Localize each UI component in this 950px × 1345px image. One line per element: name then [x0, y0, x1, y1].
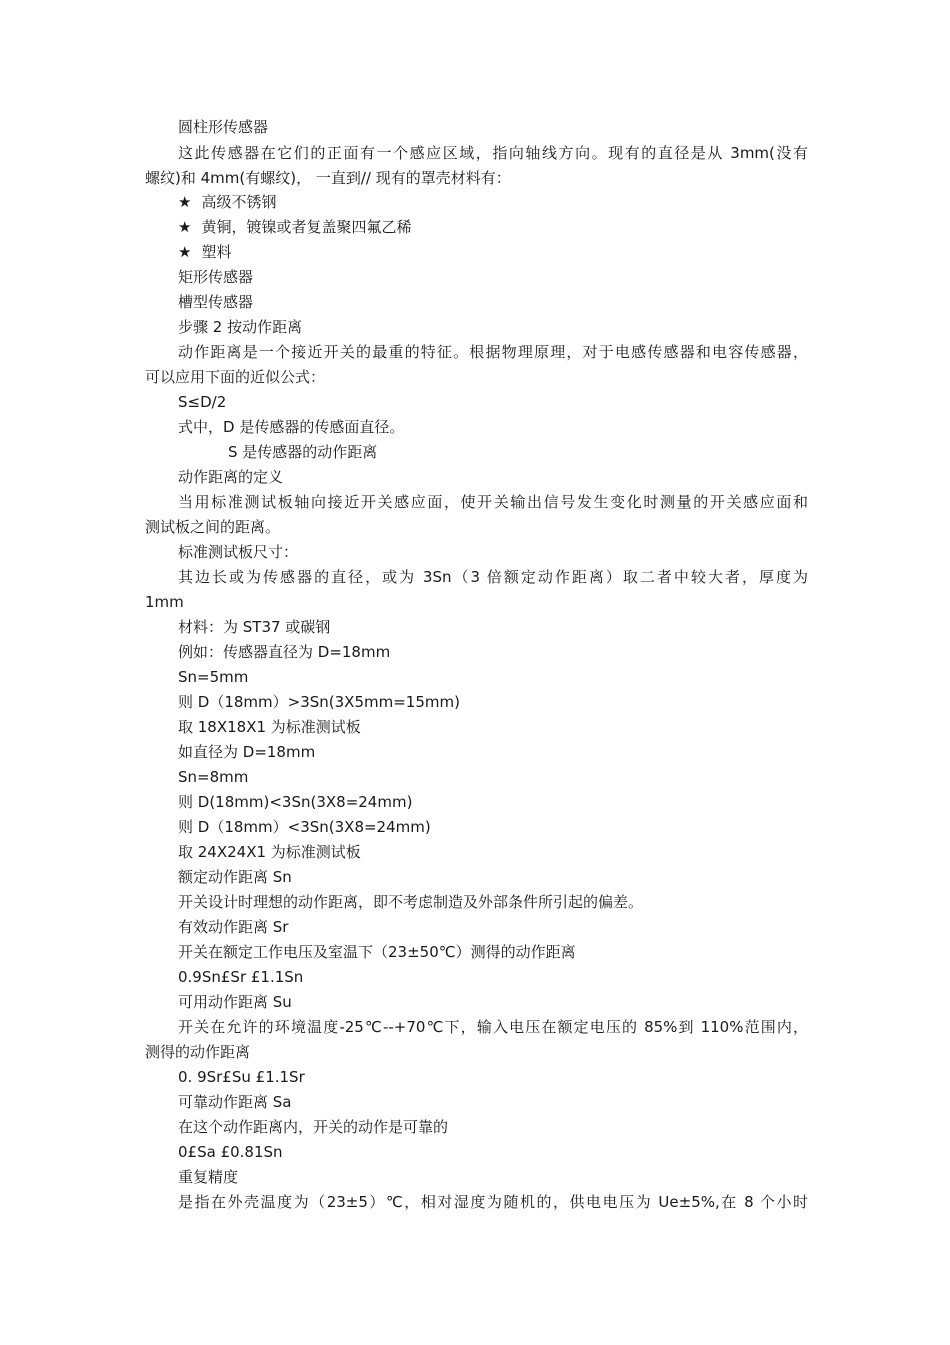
bullet-text: 黄铜，镀镍或者复盖聚四氟乙稀 [201, 218, 412, 236]
star-bullet-icon: ★ [178, 218, 192, 236]
text-line: 取 18X18X1 为标准测试板 [178, 718, 361, 736]
paragraph-line: 螺纹)和 4mm(有螺纹)， 一直到// 现有的罩壳材料有： [145, 169, 511, 187]
heading-test-plate-size: 标准测试板尺寸： [178, 543, 299, 561]
text-line: 在这个动作距离内，开关的动作是可靠的 [178, 1118, 449, 1136]
heading-rated-distance: 额定动作距离 Sn [178, 868, 292, 886]
paragraph-line: 当用标准测试板轴向接近开关感应面，使开关输出信号发生变化时测量的开关感应面和 [178, 493, 808, 511]
text-line: 取 24X24X1 为标准测试板 [178, 843, 361, 861]
paragraph-line: 开关在允许的环境温度-25℃--+70℃下，输入电压在额定电压的 85%到 110%范围内， [178, 1018, 808, 1036]
text-line: 则 D(18mm)<3Sn(3X8=24mm) [178, 793, 413, 811]
text-line: 例如：传感器直径为 D=18mm [178, 643, 391, 661]
paragraph-line: 可以应用下面的近似公式： [145, 368, 326, 386]
bullet-text: 高级不锈钢 [201, 193, 277, 211]
text-line: 如直径为 D=18mm [178, 743, 316, 761]
star-bullet-icon: ★ [178, 193, 192, 211]
formula-note: S 是传感器的动作距离 [228, 443, 378, 461]
bullet-item-plastic [178, 242, 231, 262]
formula-note: 式中，D 是传感器的传感面直径。 [178, 418, 405, 436]
text-line: Sn=8mm [178, 768, 249, 786]
formula: 0. 9Sr£Su £1.1Sr [178, 1068, 305, 1086]
paragraph-line: 其边长或为传感器的直径，或为 3Sn（3 倍额定动作距离）取二者中较大者，厚度为 [178, 568, 808, 586]
bullet-item-stainless-steel [178, 192, 276, 212]
heading-usable-distance: 可用动作距离 Su [178, 993, 292, 1011]
paragraph-line: 测试板之间的距离。 [145, 518, 281, 536]
heading-definition: 动作距离的定义 [178, 468, 284, 486]
heading-effective-distance: 有效动作距离 Sr [178, 918, 289, 936]
text-line: 则 D（18mm）>3Sn(3X5mm=15mm) [178, 693, 460, 711]
bullet-item-brass [178, 217, 411, 237]
heading-reliable-distance: 可靠动作距离 Sa [178, 1093, 292, 1111]
text-line: 开关设计时理想的动作距离，即不考虑制造及外部条件所引起的偏差。 [178, 893, 644, 911]
paragraph-line: 测得的动作距离 [145, 1043, 251, 1061]
text-line: 材料：为 ST37 或碳钢 [178, 618, 331, 636]
paragraph-line: 动作距离是一个接近开关的最重的特征。根据物理原理，对于电感传感器和电容传感器， [178, 343, 808, 361]
heading-slot-sensor: 槽型传感器 [178, 293, 254, 311]
heading-step-2: 步骤 2 按动作距离 [178, 318, 303, 336]
star-bullet-icon: ★ [178, 243, 192, 261]
formula: 0£Sa £0.81Sn [178, 1143, 283, 1161]
text-line: Sn=5mm [178, 668, 249, 686]
formula: 0.9Sn£Sr £1.1Sn [178, 968, 304, 986]
heading-cylindrical-sensor: 圆柱形传感器 [178, 118, 269, 136]
text-line: 开关在额定工作电压及室温下（23±50℃）测得的动作距离 [178, 943, 576, 961]
paragraph-line: 1mm [145, 593, 184, 611]
heading-rectangular-sensor: 矩形传感器 [178, 268, 254, 286]
bullet-text: 塑料 [201, 243, 232, 261]
paragraph-line: 是指在外壳温度为（23±5）℃，相对湿度为随机的，供电电压为 Ue±5%,在 8 个小时 [178, 1193, 808, 1211]
formula: S≤D/2 [178, 393, 227, 411]
heading-repeatability: 重复精度 [178, 1168, 239, 1186]
text-line: 则 D（18mm）<3Sn(3X8=24mm) [178, 818, 431, 836]
paragraph-line: 这此传感器在它们的正面有一个感应区域，指向轴线方向。现有的直径是从 3mm(没有 [178, 144, 808, 162]
